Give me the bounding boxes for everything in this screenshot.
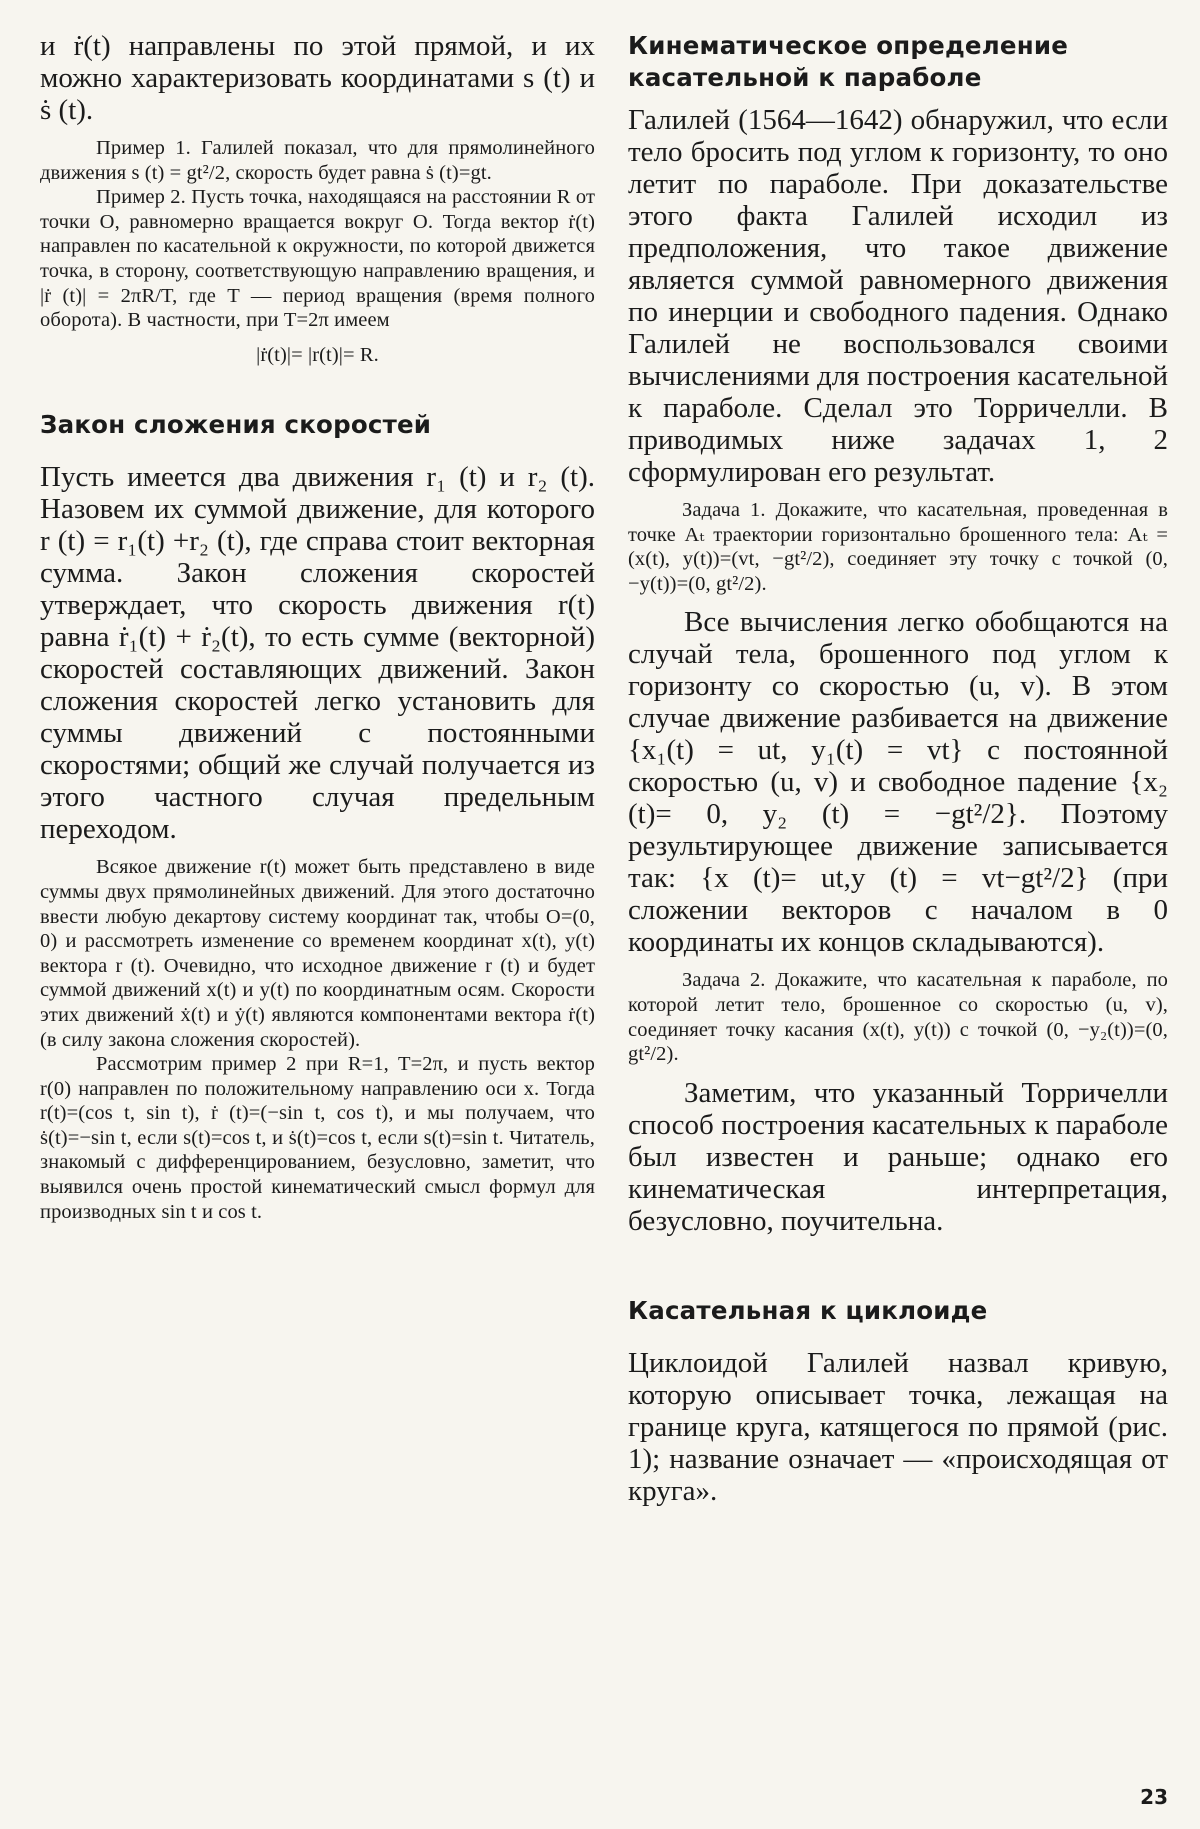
paragraph-velocity-addition: Пусть имеется два движения r₁ (t) и r₂ (t). Назовем их суммой движение, для которого r (t) = r₁(t) +r₂ (t), где справа стоит векторная сумма. Закон сложения скоростей утверждает, что скорость движения r(t) равна ṙ₁(t) + ṙ₂(t), то есть сумме (векторной) скоростей составляющих движений. Закон сложения скоростей легко установить для суммы движений с постоянными скоростями; общий же случай получается из этого частного случая предельным переходом. [40, 461, 595, 846]
paragraph-galileo: Галилей (1564—1642) обнаружил, что если тело бросить под углом к горизонту, то оно летит по параболе. При доказательстве этого факта Галилей исходил из предположения, что такое движение является суммой равномерного движения по инерции и свободного падения. Однако Галилей не воспользовался своими вычислениями для построения касательной к параболе. Сделал это Торричелли. В приводимых ниже задачах 1, 2 сформулирован его результат. [628, 104, 1168, 488]
formula-velocity-modulus: |ṙ(t)|= |r(t)|= R. [256, 343, 379, 366]
task-1: Задача 1. Докажите, что касательная, проведенная в точке Aₜ траектории горизонтально брошенного тела: Aₜ =(x(t), y(t))=(vt, −gt²/2), соединяет эту точку с точкой (0, −y(t))=(0, gt²/2). [628, 499, 1168, 595]
paragraph-cycloid: Циклоидой Галилей назвал кривую, которую описывает точка, лежащая на границе круга, катящегося по прямой (рис. 1); название означает — «происходящая от круга». [628, 1346, 1168, 1507]
paragraph-intro: и ṙ(t) направлены по этой прямой, и их можно характеризовать координатами s (t) и ṡ (t). [40, 30, 595, 126]
paragraph-consider-example: Рассмотрим пример 2 при R=1, T=2π, и пусть вектор r(0) направлен по положительному направлению оси x. Тогда r(t)=(cos t, sin t), ṙ (t)=(−sin t, cos t), и мы получаем, что ṡ(t)=−sin t, если s(t)=cos t, и ṡ(t)=cos t, если s(t)=sin t. Читатель, знакомый с дифференцированием, безусловно, заметит, что выявился очень простой кинематический смысл формул для производных sin t и cos t. [40, 1053, 595, 1223]
example-1: Пример 1. Галилей показал, что для прямолинейного движения s (t) = gt²/2, скорость будет равна ṡ (t)=gt. [40, 137, 595, 184]
paragraph-any-motion: Всякое движение r(t) может быть представлено в виде суммы двух прямолинейных движений. Для этого достаточно ввести любую декартову систему координат так, чтобы O=(0, 0) и рассмотреть изменение со временем координат x(t), y(t) вектора r (t). Очевидно, что исходное движение r (t) и будет суммой движений x(t) и y(t) по координатным осям. Скорости этих движений ẋ(t) и ẏ(t) являются компонентами вектора ṙ(t) (в силу закона сложения скоростей). [40, 856, 595, 1051]
paragraph-generalization: Все вычисления легко обобщаются на случай тела, брошенного под углом к горизонту со скоростью (u, v). В этом случае движение разбивается на движение {x₁(t) = ut, y₁(t) = vt} с постоянной скоростью (u, v) и свободное падение {x₂ (t)= 0, y₂ (t) = −gt²/2}. Поэтому результирующее движение записывается так: {x (t)= ut,y (t) = vt−gt²/2} (при сложении векторов с началом в 0 координаты их концов складываются). [628, 606, 1168, 959]
heading-cycloid-tangent: Касательная к циклоиде [628, 1295, 988, 1325]
paragraph-torricelli: Заметим, что указанный Торричелли способ построения касательных к параболе был известен и раньше; однако его кинематическая интерпретация, безусловно, поучительна. [628, 1076, 1168, 1237]
right-column [628, 30, 1168, 1507]
page-number: 23 [1140, 1785, 1168, 1809]
left-column [40, 30, 595, 1224]
task-2: Задача 2. Докажите, что касательная к параболе, по которой летит тело, брошенное со скоростью (u, v), соединяет точку касания (x(t), y(t)) с точкой (0, −y₂(t))=(0, gt²/2). [628, 969, 1168, 1066]
heading-kinematic-tangent: Кинематическое определение касательной к параболе [628, 31, 1069, 92]
heading-velocity-addition: Закон сложения скоростей [40, 410, 432, 440]
example-2: Пример 2. Пусть точка, находящаяся на расстоянии R от точки O, равномерно вращается вокруг O. Тогда вектор ṙ(t) направлен по касательной к окружности, по которой движется точка, в сторону, соответствующую направлению вращения, и |ṙ (t)| = 2πR/T, где T — период вращения (время полного оборота). В частности, при T=2π имеем [40, 186, 595, 332]
